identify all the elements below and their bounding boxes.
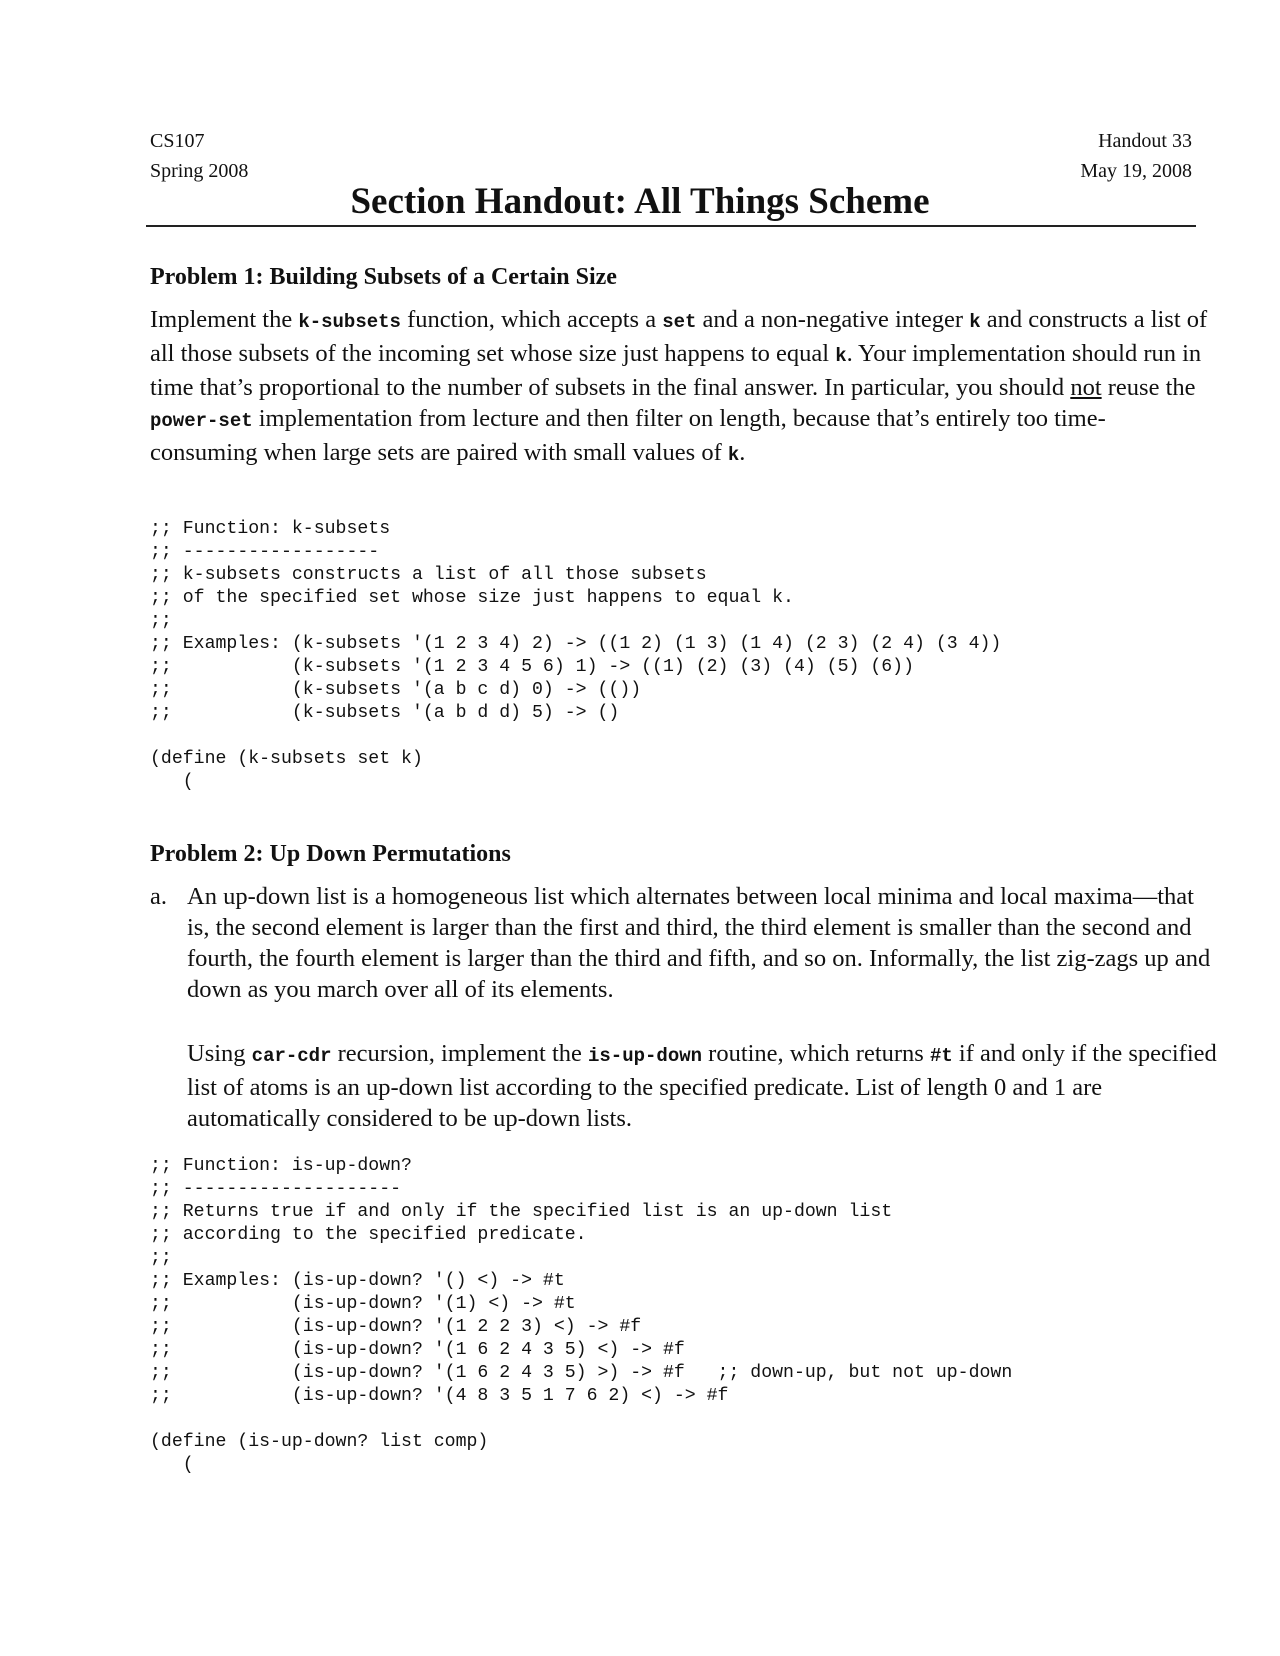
- text-run: implementation from lecture and then filter on length, because that’s entirely too time-consuming when large sets are paired with small values of: [150, 405, 1106, 466]
- code-line: ;;: [150, 1248, 172, 1268]
- code-line: ;; ------------------: [150, 542, 380, 562]
- is-up-down-comment-block: [150, 1155, 1012, 1408]
- text-run: if and only if the specified list of atoms is an up-down list according to the specified predicate. List of length 0 and 1 are automatically considered to be up-down lists.: [187, 1040, 1217, 1132]
- code-line: ;; (k-subsets '(a b c d) 0) -> (()): [150, 680, 642, 700]
- course-code: CS107: [150, 130, 205, 152]
- problem-2-heading: Problem 2: Up Down Permutations: [150, 841, 511, 867]
- text-run: .: [739, 439, 746, 466]
- handout-number: Handout 33: [1098, 130, 1192, 152]
- problem-2-task: [187, 1038, 1227, 1134]
- code-line: (define (is-up-down? list comp): [150, 1432, 489, 1452]
- code-line: ;; Returns true if and only if the specified list is an up-down list: [150, 1202, 893, 1222]
- handout-date: May 19, 2008: [1080, 160, 1192, 182]
- code-line: ;;: [150, 611, 172, 631]
- k-subsets-comment-block: [150, 518, 1001, 725]
- inline-code: k: [727, 444, 740, 466]
- inline-code: k: [969, 311, 981, 333]
- inline-code: power-set: [150, 410, 253, 432]
- text-run: . Your implementation should run in time that’s proportional to the number of subsets in the final answer. In particular, you should: [150, 340, 1202, 401]
- underlined-text: not: [1070, 374, 1102, 401]
- code-line: ;; Examples: (is-up-down? '() <) -> #t: [150, 1271, 565, 1291]
- code-line: (define (k-subsets set k): [150, 749, 423, 769]
- code-line: ;; --------------------: [150, 1179, 402, 1199]
- inline-code: set: [662, 311, 697, 333]
- code-line: ;; Function: k-subsets: [150, 519, 391, 539]
- code-line: ;; (is-up-down? '(1 6 2 4 3 5) >) -> #f ;; down-up, but not up-down: [150, 1363, 1013, 1383]
- problem-1-description: [150, 304, 1210, 471]
- inline-code: is-up-down: [588, 1045, 703, 1067]
- code-line: ;; Examples: (k-subsets '(1 2 3 4) 2) -> ((1 2) (1 3) (1 4) (2 3) (2 4) (3 4)): [150, 634, 1002, 654]
- text-run: and constructs a list of all those subsets of the incoming set whose size just happens to equal: [150, 306, 1208, 367]
- code-line: ;; (k-subsets '(1 2 3 4 5 6) 1) -> ((1) (2) (3) (4) (5) (6)): [150, 657, 914, 677]
- code-line: ;; (is-up-down? '(1 6 2 4 3 5) <) -> #f: [150, 1340, 685, 1360]
- text-run: Using: [187, 1040, 252, 1067]
- document-title: Section Handout: All Things Scheme: [350, 181, 930, 222]
- header-left: [150, 126, 248, 186]
- k-subsets-define-block: [150, 748, 423, 794]
- code-line: ;; (is-up-down? '(1 2 2 3) <) -> #f: [150, 1317, 642, 1337]
- text-run: reuse the: [1101, 374, 1196, 401]
- text-run: recursion, implement the: [331, 1040, 588, 1067]
- code-line: ;; (is-up-down? '(1) <) -> #t: [150, 1294, 576, 1314]
- title-rule: [146, 225, 1196, 227]
- code-line: ;; of the specified set whose size just happens to equal k.: [150, 588, 794, 608]
- code-line: ;; (k-subsets '(a b d d) 5) -> (): [150, 703, 620, 723]
- header-right: [1080, 126, 1192, 186]
- code-line: ;; according to the specified predicate.: [150, 1225, 587, 1245]
- text-run: function, which accepts a: [400, 306, 663, 333]
- term: Spring 2008: [150, 160, 249, 182]
- part-a-label: a.: [150, 883, 167, 910]
- code-line: (: [150, 1455, 194, 1475]
- code-line: ;; k-subsets constructs a list of all those subsets: [150, 565, 707, 585]
- code-line: (: [150, 772, 194, 792]
- text-run: and a non-negative integer: [696, 306, 970, 333]
- code-line: ;; (is-up-down? '(4 8 3 5 1 7 6 2) <) -> #f: [150, 1386, 729, 1406]
- text-run: routine, which returns: [702, 1040, 930, 1067]
- inline-code: k-subsets: [298, 311, 401, 333]
- inline-code: k: [835, 345, 847, 367]
- is-up-down-define-block: [150, 1431, 488, 1477]
- text-run: Implement the: [150, 306, 299, 333]
- inline-code: car-cdr: [251, 1045, 332, 1067]
- code-line: ;; Function: is-up-down?: [150, 1156, 412, 1176]
- problem-2-description: An up-down list is a homogeneous list which alternates between local minima and local maxima—that is, the second element is larger than the first and third, the third element is smaller than the second and fourth, the fourth element is larger than the third and fifth, and so on. Informally, the list zig-zags up and down as you march over all of its elements.: [187, 883, 1211, 1003]
- inline-code: #t: [929, 1045, 953, 1067]
- problem-1-heading: Problem 1: Building Subsets of a Certain Size: [150, 264, 617, 290]
